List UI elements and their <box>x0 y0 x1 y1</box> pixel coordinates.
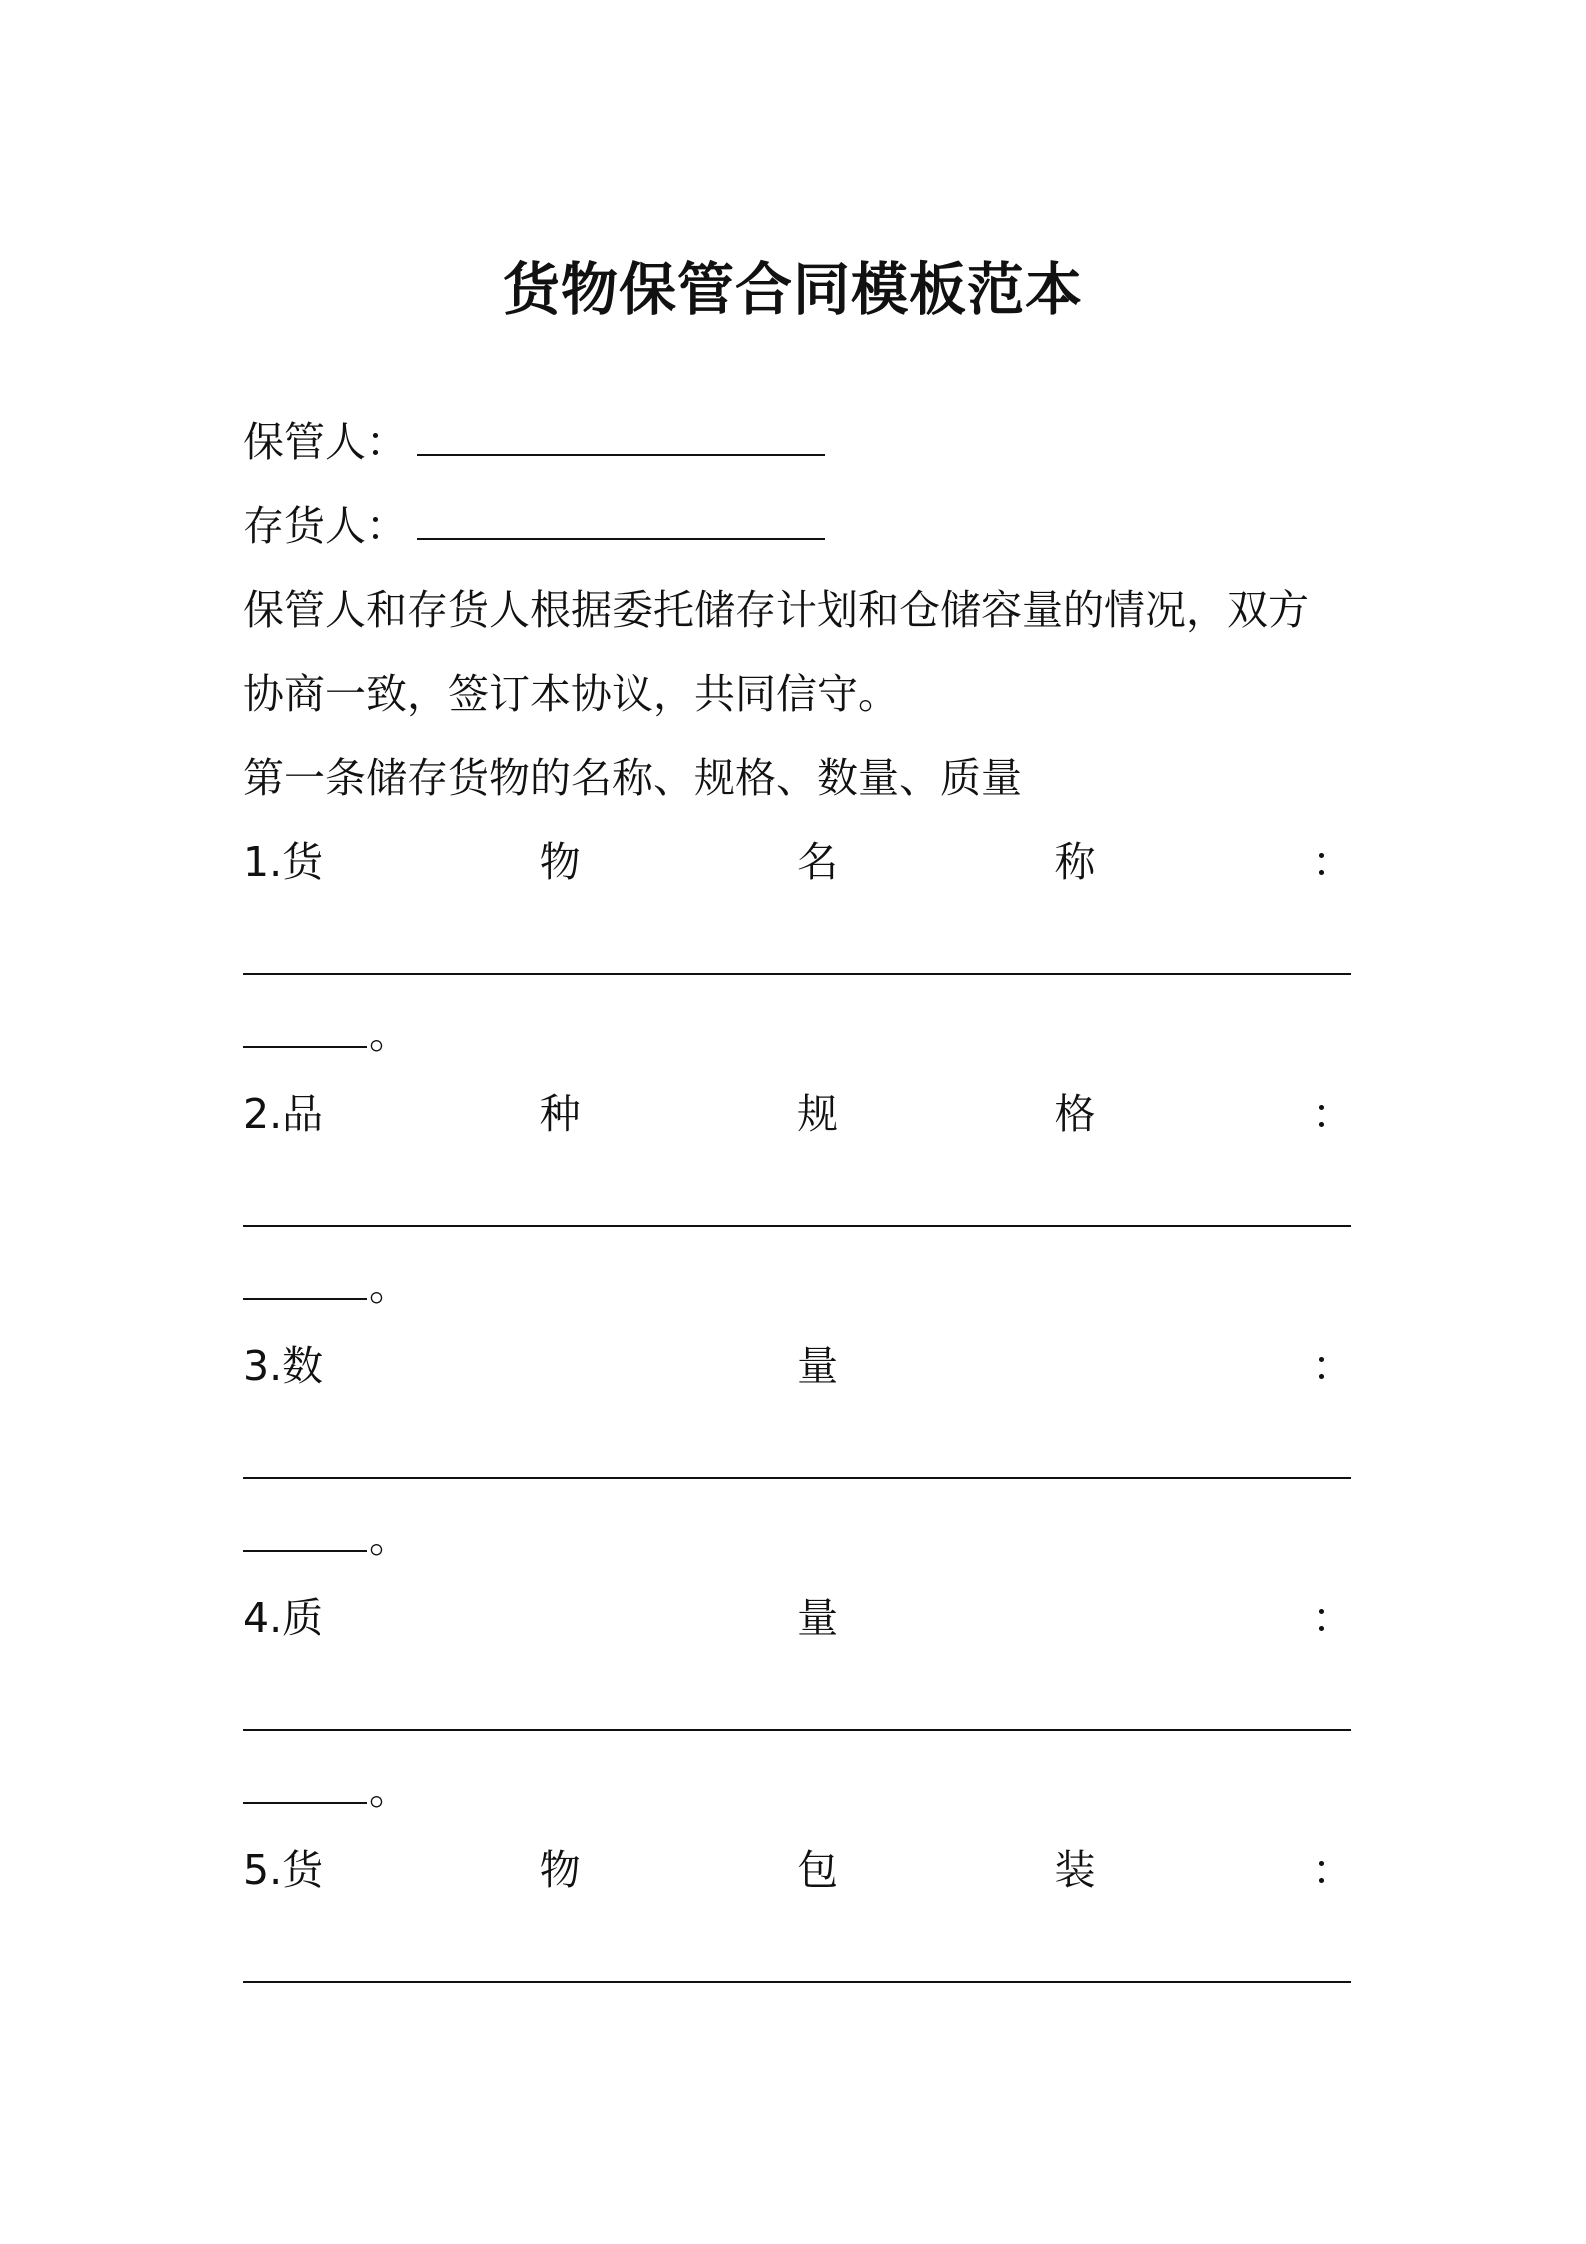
item-4-char <box>560 1592 561 1644</box>
item-1-char: 名 <box>797 838 839 886</box>
item-3-char <box>1075 1340 1076 1392</box>
item-4-char <box>1075 1592 1076 1644</box>
item-2-period: 。 <box>369 1262 410 1310</box>
item-3-answer-end <box>243 1512 1353 1564</box>
item-5-char: 装 <box>1054 1846 1096 1894</box>
item-5-label <box>243 1844 1353 1896</box>
intro-line-2: 协商一致，签订本协议，共同信守。 <box>243 670 899 718</box>
item-3-answer-rule[interactable] <box>243 1477 1351 1479</box>
depositor-line <box>243 500 1353 552</box>
item-4-char: 4.质 <box>243 1594 324 1642</box>
item-3-label <box>243 1340 1353 1392</box>
item-1-label <box>243 836 1353 888</box>
item-1-char: 物 <box>539 838 581 886</box>
item-5-char: 包 <box>797 1846 839 1894</box>
item-5-answer-rule[interactable] <box>243 1981 1351 1983</box>
item-2-short-blank[interactable] <box>243 1268 367 1300</box>
item-3-period: 。 <box>369 1514 410 1562</box>
item-2-answer-end <box>243 1260 1353 1312</box>
depositor-label: 存货人： <box>243 502 407 550</box>
item-4-colon: ： <box>1312 1594 1353 1642</box>
item-1-answer-rule[interactable] <box>243 973 1351 975</box>
item-5-colon: ： <box>1312 1846 1353 1894</box>
item-3-short-blank[interactable] <box>243 1520 367 1552</box>
item-2-char: 格 <box>1054 1090 1096 1138</box>
item-4-short-blank[interactable] <box>243 1772 367 1804</box>
intro-line-1: 保管人和存货人根据委托储存计划和仓储容量的情况，双方 <box>243 586 1309 634</box>
item-4-label <box>243 1592 1353 1644</box>
item-4-period: 。 <box>369 1766 410 1814</box>
item-3-colon: ： <box>1312 1342 1353 1390</box>
item-2-char: 2.品 <box>243 1090 324 1138</box>
item-3-char: 3.数 <box>243 1342 324 1390</box>
item-4-answer-end <box>243 1764 1353 1816</box>
item-2-char: 规 <box>797 1090 839 1138</box>
item-3-char <box>560 1340 561 1392</box>
keeper-blank[interactable] <box>417 424 825 456</box>
item-4-answer-rule[interactable] <box>243 1729 1351 1731</box>
depositor-blank[interactable] <box>417 508 825 540</box>
item-2-colon: ： <box>1312 1090 1353 1138</box>
item-3-char: 量 <box>797 1342 839 1390</box>
item-2-label <box>243 1088 1353 1140</box>
item-4-char: 量 <box>797 1594 839 1642</box>
item-2-char: 种 <box>539 1090 581 1138</box>
document-title: 货物保管合同模板范本 <box>503 257 1083 323</box>
item-1-short-blank[interactable] <box>243 1016 367 1048</box>
item-1-char: 称 <box>1054 838 1096 886</box>
keeper-label: 保管人： <box>243 418 407 466</box>
item-1-answer-end <box>243 1008 1353 1060</box>
item-1-colon: ： <box>1312 838 1353 886</box>
item-1-period: 。 <box>369 1010 410 1058</box>
keeper-line <box>243 416 1353 468</box>
item-2-answer-rule[interactable] <box>243 1225 1351 1227</box>
article-1-heading: 第一条储存货物的名称、规格、数量、质量 <box>243 754 1022 802</box>
item-1-char: 1.货 <box>243 838 324 886</box>
item-5-char: 物 <box>539 1846 581 1894</box>
item-5-char: 5.货 <box>243 1846 324 1894</box>
